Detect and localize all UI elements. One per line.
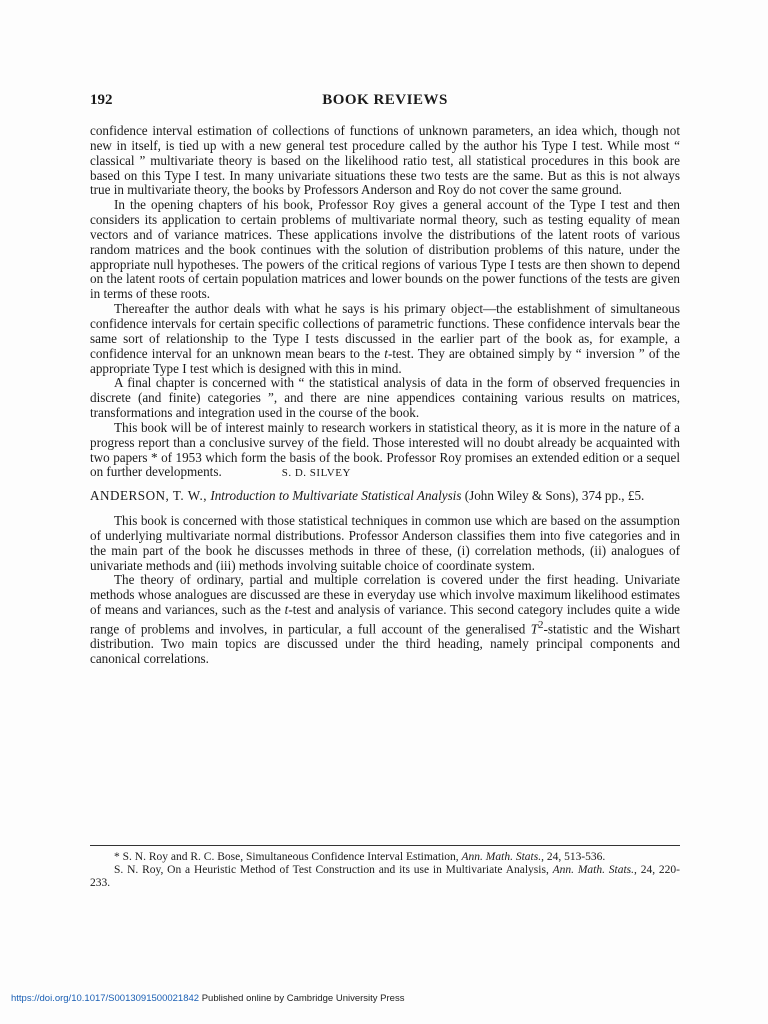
running-head: BOOK REVIEWS: [322, 92, 448, 108]
footnote-text: , 24, 513-536.: [541, 851, 606, 863]
paragraph-text: Thereafter the author deals with what he says is his primary object—the establishment of simultaneous confidence intervals for certain specific collections of parametric functions. These confidence intervals bear the same sort of relationship to the Type I tests discussed in the earlier part of the book as, for example, a confidence interval for an unknown mean bears to the: [90, 301, 680, 361]
footnote-text: S. N. Roy, On a Heuristic Method of Test Construction and its use in Multivariate Analysis,: [114, 864, 553, 876]
T-symbol: T: [530, 621, 539, 637]
journal-name: Ann. Math. Stats.: [552, 864, 635, 876]
doi-link[interactable]: https://doi.org/10.1017/S0013091500021842: [11, 993, 200, 1004]
footnotes: [90, 851, 680, 890]
review1-paragraph-4: A final chapter is concerned with “ the statistical analysis of data in the form of observed frequencies in discrete (and finite) categories ”, and there are nine appendices containing various results on matrices, transformations and integration used in the course of the book.: [90, 375, 680, 421]
t-symbol: t: [284, 602, 289, 618]
superscript: 2: [538, 619, 544, 631]
footnote-1: [90, 851, 680, 864]
paragraph-text: The theory of ordinary, partial and multiple correlation is covered under the first heading. Univariate methods whose analogues are discussed are these in everyday use which involve maximum likelihood estimates of means and variances, such as the: [90, 572, 680, 618]
review2-heading: [90, 489, 680, 504]
page-number: 192: [90, 92, 113, 108]
book-title: Introduction to Multivariate Statistical Analysis: [210, 488, 462, 504]
footnote-text: * S. N. Roy and R. C. Bose, Simultaneous Confidence Interval Estimation,: [114, 851, 462, 863]
review2-paragraph-1: This book is concerned with those statistical techniques in common use which are based on the assumption of underlying multivariate normal distributions. Professor Anderson classifies them into five categories and in the main part of the book he discusses methods in three of these, (i) correlation methods, (ii) analogues of univariate methods and (iii) methods involving suitable choice of coordinate system.: [90, 513, 680, 573]
paragraph-text: -statistic and the Wishart distribution. Two main topics are discussed under the third heading, namely principal components and canonical correlations.: [90, 621, 680, 667]
t-symbol: t: [384, 345, 388, 361]
journal-name: Ann. Math. Stats.: [461, 851, 542, 863]
review1-paragraph-1: confidence interval estimation of collections of functions of unknown parameters, an idea which, though not new in itself, is tied up with a new general test procedure called by the author his Type I test. While most “ classical ” multivariate theory is based on the likelihood ratio test, all statistical procedures in this book are based on this Type I test. In many univariate situations these two tests are the same. But as this is not always true in multivariate theory, the books by Professors Anderson and Roy do not cover the same ground.: [90, 123, 680, 198]
footnote-2: [90, 864, 680, 890]
review2-paragraph-2: [90, 573, 680, 666]
doi-bar: [11, 993, 404, 1004]
paragraph-text: This book will be of interest mainly to research workers in statistical theory, as it is more in the nature of a progress report than a conclusive survey of the field. Those interested will no doubt already be acquainted with two papers * of 1953 which form the basis of the book. Professor Roy promises an extended edition or a sequel on further developments.: [90, 419, 680, 480]
reviewer-signature: S. D. SILVEY: [281, 467, 351, 480]
review1-paragraph-2: In the opening chapters of his book, Professor Roy gives a general account of the Type I test and then considers its application to certain problems of multivariate normal theory, such as testing equality of mean vectors and of variance matrices. These applications involve the distributions of the latent roots of various random matrices and the book continues with the solution of distribution problems of this nature, under the appropriate null hypotheses. The powers of the critical regions of various Type I tests are then shown to depend on the latent roots of certain population matrices and lower bounds on the power functions of the tests are given in terms of these roots.: [90, 197, 680, 302]
review1-paragraph-5: [90, 421, 680, 481]
body-text: [90, 124, 680, 667]
footnote-rule: [90, 845, 680, 846]
book-publisher: (John Wiley & Sons), 374 pp., £5.: [464, 488, 645, 504]
footnote-text: , 24, 220-233.: [90, 864, 680, 889]
book-author: ANDERSON, T. W.,: [90, 488, 208, 504]
page-header: [90, 92, 680, 112]
review1-paragraph-3: [90, 302, 680, 376]
paragraph-text: -test. They are obtained simply by “ inversion ” of the appropriate Type I test which is designed with this in mind.: [90, 345, 680, 376]
paragraph-text: -test and analysis of variance. This second category includes quite a wide range of problems and involves, in particular, a full account of the generalised: [90, 602, 681, 637]
published-online-text: Published online by Cambridge University Press: [201, 993, 405, 1004]
